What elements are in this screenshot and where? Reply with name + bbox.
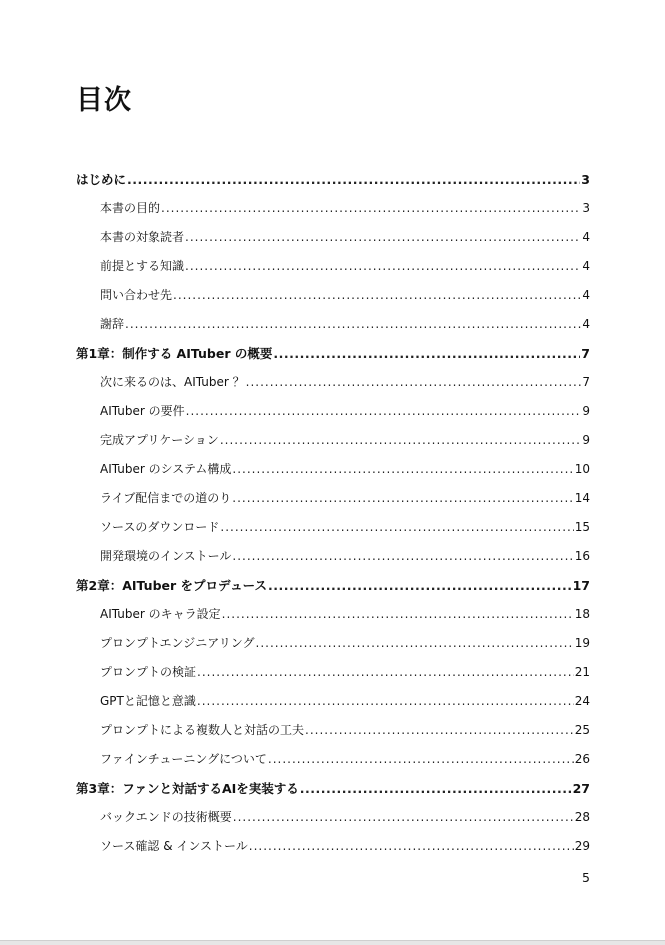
toc-entry-label: ソース確認 & インストール bbox=[100, 839, 248, 853]
toc-section-entry[interactable] bbox=[76, 252, 590, 281]
toc-section-entry[interactable] bbox=[76, 310, 590, 339]
toc-entry-label: 本書の対象読者 bbox=[100, 230, 185, 244]
toc-leader-dots bbox=[249, 832, 574, 861]
toc-entry-page-number: 3 bbox=[581, 172, 590, 187]
toc-entry-label: プロンプトによる複数人と対話の工夫 bbox=[100, 723, 305, 737]
toc-leader-dots bbox=[185, 223, 581, 252]
toc-chapter-entry[interactable] bbox=[76, 774, 590, 803]
toc-entry-page-number: 7 bbox=[582, 375, 590, 389]
toc-section-entry[interactable] bbox=[76, 832, 590, 861]
toc-entry-label: 次に来るのは、AITuber ？ bbox=[100, 375, 245, 389]
toc-entry-label: 前提とする知識 bbox=[100, 259, 185, 273]
toc-leader-dots bbox=[186, 397, 582, 426]
toc-section-entry[interactable] bbox=[76, 484, 590, 513]
toc-entry-page-number: 15 bbox=[574, 520, 590, 534]
toc-entry-label: 第1章：制作する AITuber の概要 bbox=[76, 346, 273, 361]
toc-section-entry[interactable] bbox=[76, 194, 590, 223]
toc-entry-page-number: 17 bbox=[572, 578, 590, 593]
toc-entry-label: ライブ配信までの道のり bbox=[100, 491, 232, 505]
toc-entry-label: ファインチューニングについて bbox=[100, 752, 267, 766]
toc-leader-dots bbox=[232, 484, 573, 513]
toc-section-entry[interactable] bbox=[76, 223, 590, 252]
toc-leader-dots bbox=[173, 281, 581, 310]
toc-leader-dots bbox=[161, 194, 581, 223]
toc-leader-dots bbox=[268, 745, 574, 774]
toc-entry-page-number: 18 bbox=[574, 607, 590, 621]
toc-entry-page-number: 4 bbox=[582, 317, 590, 331]
toc-entry-label: AITuber のキャラ設定 bbox=[100, 607, 221, 621]
toc-section-entry[interactable] bbox=[76, 687, 590, 716]
toc-entry-page-number: 4 bbox=[582, 230, 590, 244]
toc-leader-dots bbox=[246, 368, 582, 397]
toc-entry-page-number: 10 bbox=[574, 462, 590, 476]
toc-section-entry[interactable] bbox=[76, 426, 590, 455]
toc-entry-label: 第2章：AITuber をプロデュース bbox=[76, 578, 268, 593]
toc-section-entry[interactable] bbox=[76, 803, 590, 832]
toc-section-entry[interactable] bbox=[76, 368, 590, 397]
toc-chapter-entry[interactable] bbox=[76, 571, 590, 600]
page-number: 5 bbox=[582, 870, 590, 885]
toc-entry-page-number: 27 bbox=[572, 781, 590, 796]
toc-leader-dots bbox=[220, 426, 582, 455]
toc-section-entry[interactable] bbox=[76, 629, 590, 658]
toc-entry-page-number: 9 bbox=[582, 404, 590, 418]
toc-entry-page-number: 29 bbox=[574, 839, 590, 853]
toc-leader-dots bbox=[305, 716, 574, 745]
toc-entry-page-number: 24 bbox=[574, 694, 590, 708]
toc-leader-dots bbox=[197, 658, 574, 687]
toc-leader-dots bbox=[125, 310, 581, 339]
toc-section-entry[interactable] bbox=[76, 542, 590, 571]
toc-entry-label: プロンプトエンジニアリング bbox=[100, 636, 255, 650]
toc-entry-label: 謝辞 bbox=[100, 317, 125, 331]
toc-entry-page-number: 3 bbox=[582, 201, 590, 215]
page-edge bbox=[0, 940, 665, 945]
toc-entry-label: 問い合わせ先 bbox=[100, 288, 173, 302]
toc-entry-page-number: 26 bbox=[574, 752, 590, 766]
toc-chapter-entry[interactable] bbox=[76, 165, 590, 194]
toc-section-entry[interactable] bbox=[76, 716, 590, 745]
page-title: 目次 bbox=[76, 85, 132, 116]
toc-leader-dots bbox=[232, 455, 573, 484]
toc-section-entry[interactable] bbox=[76, 281, 590, 310]
toc-entry-page-number: 21 bbox=[574, 665, 590, 679]
toc-entry-page-number: 28 bbox=[574, 810, 590, 824]
toc-entry-label: GPTと記憶と意識 bbox=[100, 694, 196, 708]
toc-entry-page-number: 7 bbox=[581, 346, 590, 361]
toc-leader-dots bbox=[220, 513, 573, 542]
toc-leader-dots bbox=[256, 629, 574, 658]
toc-entry-page-number: 4 bbox=[582, 259, 590, 273]
toc-leader-dots bbox=[268, 571, 572, 600]
toc-entry-page-number: 16 bbox=[574, 549, 590, 563]
toc-entry-label: 完成アプリケーション bbox=[100, 433, 219, 447]
toc-entry-label: バックエンドの技術概要 bbox=[100, 810, 232, 824]
toc-entry-label: AITuber のシステム構成 bbox=[100, 462, 232, 476]
toc-entry-label: はじめに bbox=[76, 172, 127, 187]
toc-entry-page-number: 19 bbox=[574, 636, 590, 650]
toc-leader-dots bbox=[233, 803, 574, 832]
toc-section-entry[interactable] bbox=[76, 513, 590, 542]
toc-leader-dots bbox=[232, 542, 573, 571]
toc-section-entry[interactable] bbox=[76, 658, 590, 687]
toc-entry-label: 本書の目的 bbox=[100, 201, 161, 215]
toc-entry-label: 第3章：ファンと対話するAIを実装する bbox=[76, 781, 299, 796]
toc-section-entry[interactable] bbox=[76, 600, 590, 629]
toc-section-entry[interactable] bbox=[76, 397, 590, 426]
toc-entry-page-number: 14 bbox=[574, 491, 590, 505]
toc-entry-label: ソースのダウンロード bbox=[100, 520, 220, 534]
toc-chapter-entry[interactable] bbox=[76, 339, 590, 368]
toc-leader-dots bbox=[273, 339, 580, 368]
toc-leader-dots bbox=[185, 252, 581, 281]
table-of-contents bbox=[76, 165, 590, 861]
toc-entry-label: AITuber の要件 bbox=[100, 404, 185, 418]
toc-leader-dots bbox=[127, 165, 580, 194]
toc-section-entry[interactable] bbox=[76, 745, 590, 774]
toc-section-entry[interactable] bbox=[76, 455, 590, 484]
toc-leader-dots bbox=[197, 687, 574, 716]
toc-entry-page-number: 25 bbox=[574, 723, 590, 737]
toc-entry-label: プロンプトの検証 bbox=[100, 665, 197, 679]
toc-leader-dots bbox=[222, 600, 574, 629]
toc-entry-page-number: 9 bbox=[582, 433, 590, 447]
toc-entry-label: 開発環境のインストール bbox=[100, 549, 232, 563]
toc-entry-page-number: 4 bbox=[582, 288, 590, 302]
toc-leader-dots bbox=[300, 774, 572, 803]
